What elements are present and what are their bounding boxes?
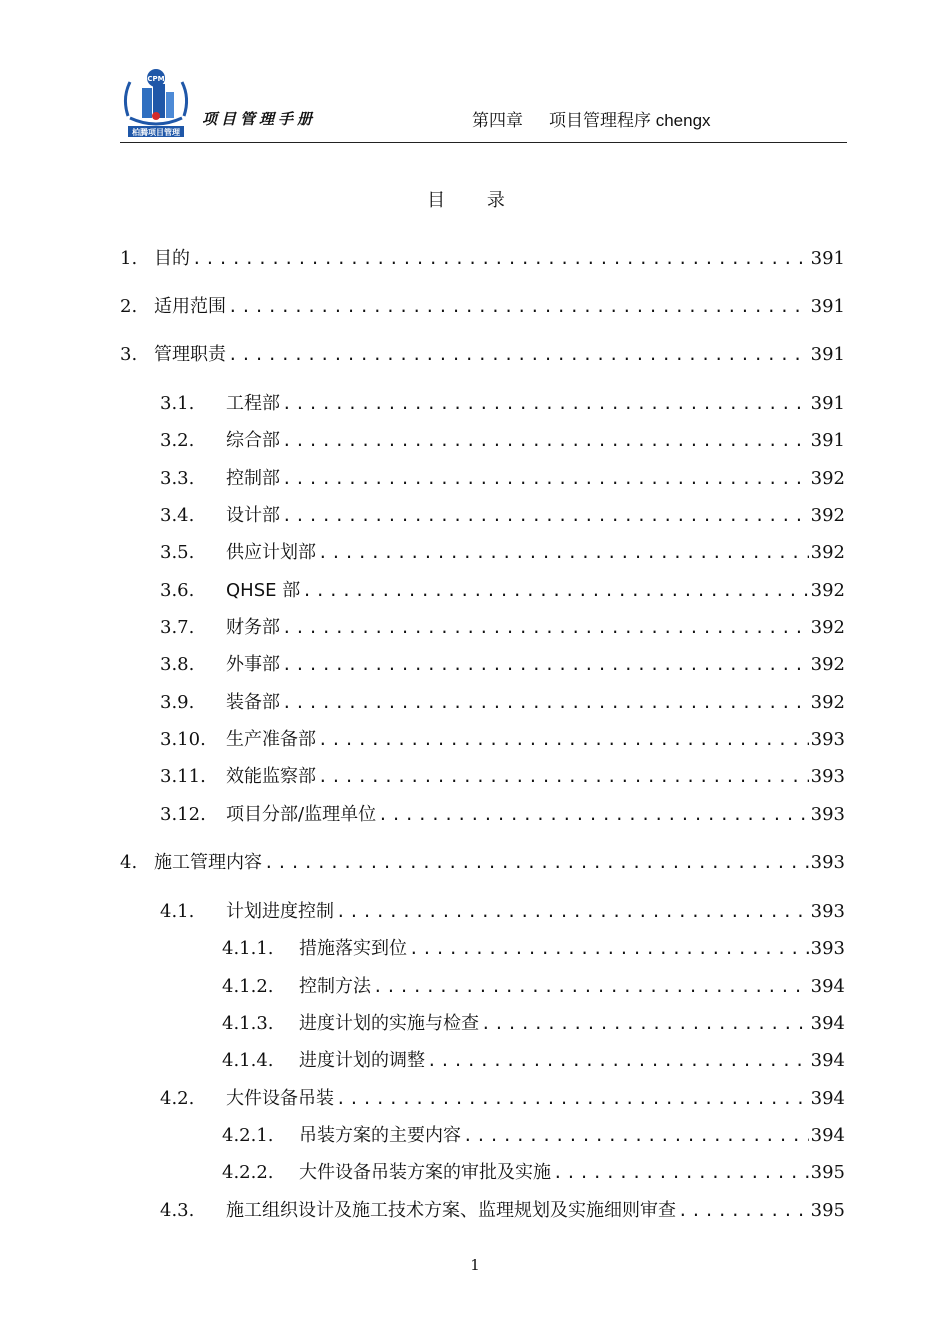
toc-entry[interactable]: 3.6. QHSE 部 ..... 392 <box>160 578 845 604</box>
toc-entry[interactable]: 3.1. 工程部 ..... 391 <box>160 391 845 417</box>
toc-entry[interactable]: 3.5. 供应计划部 ..... 392 <box>160 540 845 566</box>
toc-entry[interactable]: 3.11. 效能监察部 ..... 393 <box>160 764 845 790</box>
toc-entry[interactable]: 4. 施工管理内容 ..... 393 <box>120 850 845 876</box>
toc-entry[interactable]: 3.10. 生产准备部 ..... 393 <box>160 727 845 753</box>
toc-entry[interactable]: 2. 适用范围 ..... 391 <box>120 294 845 320</box>
toc-entry[interactable]: 3.2. 综合部 ..... 391 <box>160 428 845 454</box>
toc-entry[interactable]: 4.2. 大件设备吊装 ..... 394 <box>160 1086 845 1112</box>
manual-title: 项目管理手册 <box>202 110 317 128</box>
company-logo <box>120 66 192 138</box>
toc-entry[interactable]: 3.3. 控制部 ..... 392 <box>160 466 845 492</box>
toc-entry[interactable]: 4.2.1. 吊装方案的主要内容 ..... 394 <box>222 1123 845 1149</box>
page-header <box>120 62 847 144</box>
toc-entry[interactable]: 3.4. 设计部 ..... 392 <box>160 503 845 529</box>
toc-title: 目 录 <box>427 190 523 211</box>
svg-text:CPM: CPM <box>147 75 165 83</box>
svg-text:柏腾项目管理: 柏腾项目管理 <box>132 128 180 137</box>
toc-entry[interactable]: 4.1.1. 措施落实到位 ..... 393 <box>222 936 845 962</box>
toc-entry[interactable]: 4.1.2. 控制方法 ..... 394 <box>222 974 845 1000</box>
toc-entry[interactable]: 4.1.3. 进度计划的实施与检查 ..... 394 <box>222 1011 845 1037</box>
toc-entry[interactable]: 4.1. 计划进度控制 ..... 393 <box>160 899 845 925</box>
toc-entry[interactable]: 4.2.2. 大件设备吊装方案的审批及实施 ..... 395 <box>222 1160 845 1186</box>
toc-entry[interactable]: 3.8. 外事部 ..... 392 <box>160 652 845 678</box>
chapter-number: 第四章 <box>472 111 523 130</box>
header-divider <box>120 142 847 143</box>
toc-entry[interactable]: 3.12. 项目分部/监理单位 ..... 393 <box>160 802 845 828</box>
toc-entry[interactable]: 3.9. 装备部 ..... 392 <box>160 690 845 716</box>
toc-entry[interactable]: 4.3. 施工组织设计及施工技术方案、监理规划及实施细则审查 ..... 395 <box>160 1198 845 1224</box>
chapter-name: 项目管理程序 chengx <box>549 111 711 130</box>
toc-entry[interactable]: 3. 管理职责 ..... 391 <box>120 342 845 368</box>
toc-entry[interactable]: 3.7. 财务部 ..... 392 <box>160 615 845 641</box>
page-number: 1 <box>470 1256 480 1274</box>
toc-entry[interactable]: 4.1.4. 进度计划的调整 ..... 394 <box>222 1048 845 1074</box>
toc-entry[interactable]: 1. 目的 ..... 391 <box>120 246 845 272</box>
chapter-heading <box>472 106 711 131</box>
